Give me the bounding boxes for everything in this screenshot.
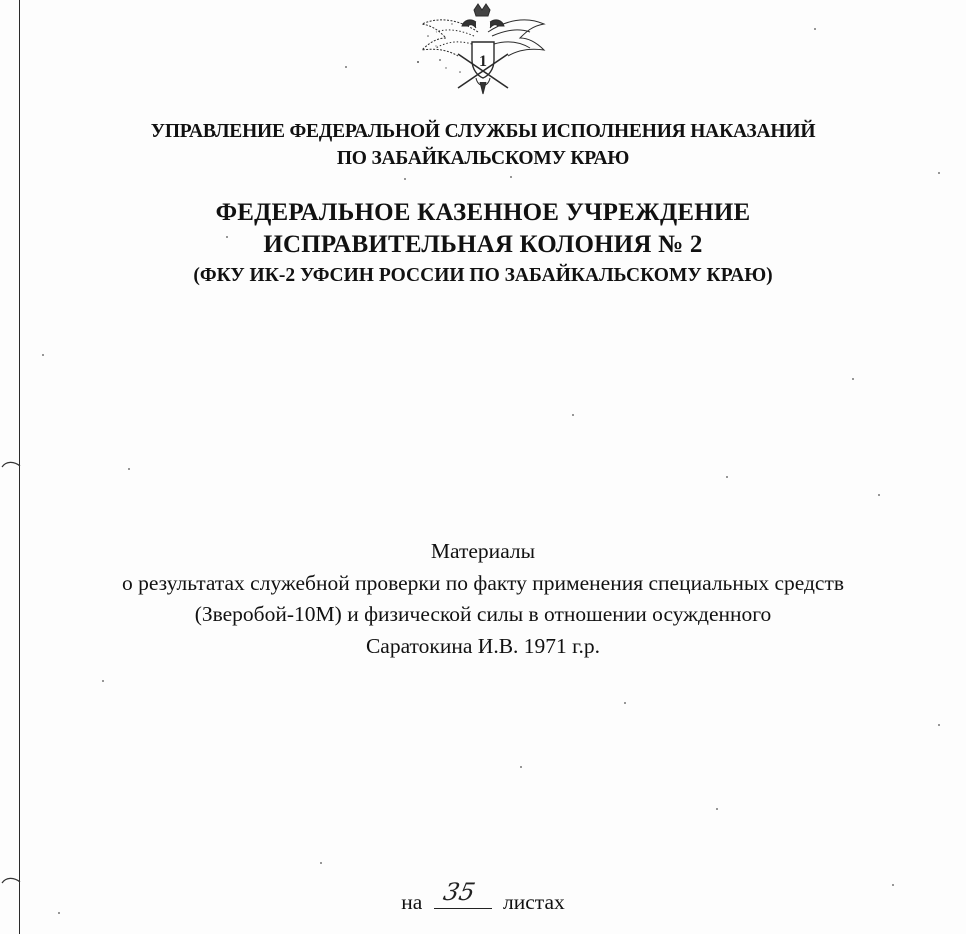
materials-description-line-3: Саратокина И.В. 1971 г.р. bbox=[365, 634, 601, 658]
scan-speck bbox=[320, 862, 322, 864]
agency-name-line-2: ПО ЗАБАЙКАЛЬСКОМУ КРАЮ bbox=[336, 148, 630, 169]
scan-speck bbox=[726, 476, 728, 478]
agency-name-line-1: УПРАВЛЕНИЕ ФЕДЕРАЛЬНОЙ СЛУЖБЫ ИСПОЛНЕНИЯ НАКАЗАНИЙ bbox=[150, 121, 816, 142]
scan-speck bbox=[42, 354, 44, 356]
institution-short-name: (ФКУ ИК-2 УФСИН РОССИИ ПО ЗАБАЙКАЛЬСКОМУ КРАЮ) bbox=[193, 265, 773, 286]
materials-description-line-1: о результатах служебной проверки по факту применения специальных средств bbox=[121, 571, 845, 595]
scan-speck bbox=[938, 172, 940, 174]
scan-speck bbox=[510, 176, 512, 178]
scan-speck bbox=[226, 236, 228, 238]
scan-speck bbox=[892, 884, 894, 886]
sheet-count-line bbox=[0, 878, 966, 915]
scan-speck bbox=[128, 468, 130, 470]
sheet-count-blank bbox=[434, 878, 492, 909]
scan-speck bbox=[852, 378, 854, 380]
scan-speck bbox=[345, 66, 347, 68]
scan-speck bbox=[572, 414, 574, 416]
scan-speck bbox=[520, 766, 522, 768]
sheet-count-prefix: на bbox=[401, 890, 423, 914]
scan-speck bbox=[878, 494, 880, 496]
scan-speck bbox=[404, 178, 406, 180]
scan-speck bbox=[58, 912, 60, 914]
institution-title-line-2: ИСПРАВИТЕЛЬНАЯ КОЛОНИЯ № 2 bbox=[263, 231, 703, 258]
scan-speck bbox=[938, 724, 940, 726]
sheet-count-handwritten: 35 bbox=[440, 878, 478, 906]
institution-title-line-1: ФЕДЕРАЛЬНОЕ КАЗЕННОЕ УЧРЕЖДЕНИЕ bbox=[215, 199, 751, 226]
scan-speck bbox=[102, 680, 104, 682]
scan-speck bbox=[716, 808, 718, 810]
svg-text:1: 1 bbox=[479, 53, 487, 70]
sheet-count-suffix: листах bbox=[503, 890, 565, 914]
binding-hole-mark bbox=[0, 458, 22, 476]
materials-description-line-2: (Зверобой-10М) и физической силы в отношении осужденного bbox=[194, 602, 772, 626]
scan-speck bbox=[624, 702, 626, 704]
materials-heading: Материалы bbox=[430, 539, 536, 563]
double-headed-eagle-emblem-icon bbox=[400, 2, 560, 102]
scan-speck bbox=[814, 28, 816, 30]
